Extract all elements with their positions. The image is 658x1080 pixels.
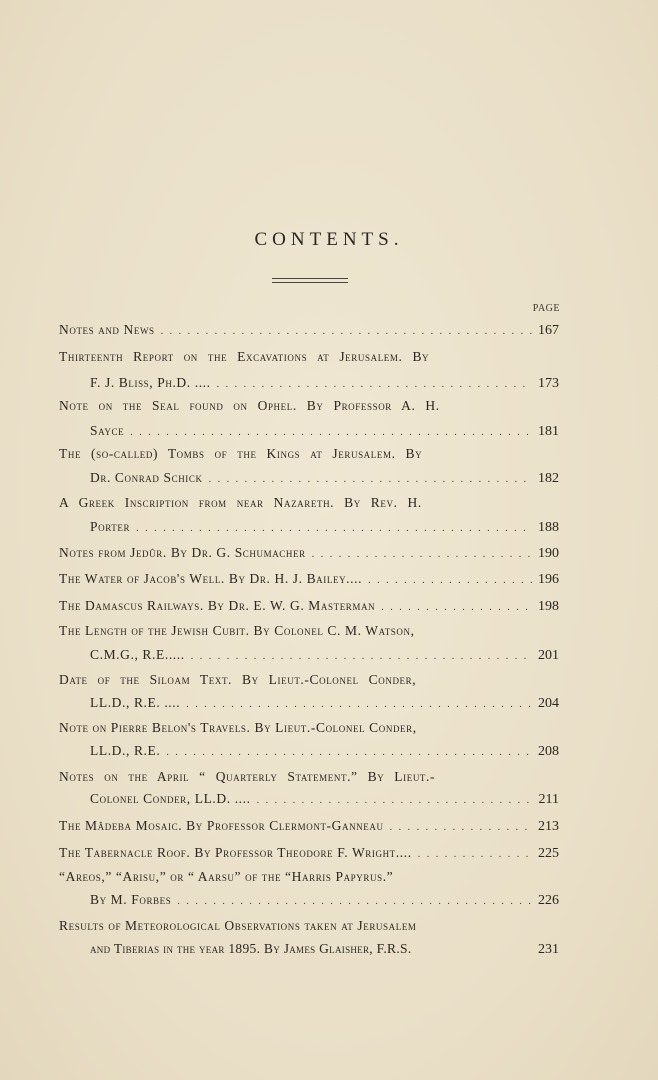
entry-author: F. J. Bliss, Ph.D. .... — [90, 375, 211, 390]
entry-author: Sayce — [90, 423, 125, 438]
entry-page-number: 173 — [538, 376, 559, 391]
entry-page-number: 198 — [538, 599, 559, 614]
toc-entry-continuation — [90, 647, 559, 667]
entry-page-number: 167 — [538, 323, 559, 338]
entry-page-number: 201 — [538, 648, 559, 663]
leader-dots — [368, 575, 532, 586]
title-rule-top — [272, 278, 348, 279]
entry-title: The Mâdeba Mosaic. By Professor Clermont-Ganneau — [59, 818, 384, 833]
entry-page-number: 196 — [538, 572, 559, 587]
entry-title: Note on Pierre Belon's Travels. By Lieut.-Colonel Conder, — [59, 720, 417, 735]
entry-author: Dr. Conrad Schick — [90, 470, 203, 485]
entry-title: The Tabernacle Roof. By Professor Theodore F. Wright.... — [59, 845, 412, 860]
entry-author: Colonel Conder, LL.D. .... — [90, 791, 251, 806]
toc-entry — [59, 571, 559, 591]
entry-author: By M. Forbes — [90, 892, 172, 907]
entry-page-number: 231 — [538, 942, 559, 957]
toc-entry — [59, 598, 559, 618]
entry-page-number: 226 — [538, 893, 559, 908]
toc-entry-continuation — [90, 375, 559, 395]
entry-title: Note on the Seal found on Ophel. By Professor A. H. — [59, 398, 440, 413]
entry-page-number: 225 — [538, 846, 559, 861]
toc-entry — [59, 818, 559, 838]
leader-dots — [161, 326, 532, 337]
toc-entry — [59, 672, 559, 692]
toc-entry-continuation — [90, 470, 559, 490]
entry-page-number: 181 — [538, 424, 559, 439]
leader-dots — [177, 896, 532, 907]
toc-entry — [59, 495, 559, 515]
entry-author: and Tiberias in the year 1895. By James Glaisher, F.R.S. — [90, 941, 412, 956]
toc-entry-continuation — [90, 423, 559, 443]
entry-page-number: 190 — [538, 546, 559, 561]
toc-entry — [59, 349, 559, 369]
entry-title: Notes and News — [59, 322, 155, 337]
leader-dots — [191, 651, 532, 662]
entry-title: Thirteenth Report on the Excavations at Jerusalem. By — [59, 349, 430, 364]
toc-entry-continuation — [90, 941, 559, 961]
toc-entry — [59, 918, 559, 938]
page-column-header: PAGE — [532, 303, 560, 314]
toc-entry-continuation — [90, 892, 559, 912]
toc-entry — [59, 398, 559, 418]
toc-entry — [59, 623, 559, 643]
leader-dots — [381, 602, 532, 613]
leader-dots — [186, 699, 532, 710]
entry-author: LL.D., R.E. .... — [90, 695, 181, 710]
leader-dots — [257, 795, 533, 806]
entry-title: Notes from Jedûr. By Dr. G. Schumacher — [59, 545, 306, 560]
title-rule-bottom — [272, 282, 348, 283]
leader-dots — [136, 523, 532, 534]
entry-title: Date of the Siloam Text. By Lieut.-Colonel Conder, — [59, 672, 417, 687]
entry-page-number: 213 — [538, 819, 559, 834]
entry-author: Porter — [90, 519, 131, 534]
toc-entry — [59, 869, 559, 889]
toc-entry-continuation — [90, 519, 559, 539]
entry-author: LL.D., R.E. — [90, 743, 161, 758]
toc-entry — [59, 845, 559, 865]
leader-dots — [390, 822, 532, 833]
entry-title: The Water of Jacob's Well. By Dr. H. J. Bailey.... — [59, 571, 363, 586]
entry-title: Results of Meteorological Observations taken at Jerusalem — [59, 918, 417, 933]
entry-title: The Length of the Jewish Cubit. By Colonel C. M. Watson, — [59, 623, 415, 638]
entry-page-number: 182 — [538, 471, 559, 486]
toc-entry-continuation — [90, 743, 559, 763]
toc-entry — [59, 322, 559, 342]
toc-entry — [59, 720, 559, 740]
leader-dots — [418, 849, 532, 860]
entry-title: “Areos,” “Arisu,” or “ Aarsu” of the “Harris Papyrus.” — [59, 869, 394, 884]
leader-dots — [166, 747, 532, 758]
entry-title: The Damascus Railways. By Dr. E. W. G. Masterman — [59, 598, 376, 613]
entry-page-number: 208 — [538, 744, 559, 759]
entry-page-number: 211 — [538, 792, 559, 807]
leader-dots — [130, 427, 532, 438]
toc-entry — [59, 769, 559, 789]
entry-author: C.M.G., R.E..... — [90, 647, 185, 662]
entry-title: Notes on the April “ Quarterly Statement.” By Lieut.- — [59, 769, 436, 784]
leader-dots — [209, 474, 532, 485]
entry-title: The (so-called) Tombs of the Kings at Jerusalem. By — [59, 446, 423, 461]
toc-entry-continuation — [90, 791, 559, 811]
toc-entry — [59, 545, 559, 565]
entry-page-number: 188 — [538, 520, 559, 535]
toc-entry — [59, 446, 559, 466]
entry-page-number: 204 — [538, 696, 559, 711]
contents-title: CONTENTS. — [254, 229, 404, 250]
toc-entry-continuation — [90, 695, 559, 715]
leader-dots — [217, 379, 532, 390]
entry-title: A Greek Inscription from near Nazareth. By Rev. H. — [59, 495, 422, 510]
leader-dots — [312, 549, 532, 560]
